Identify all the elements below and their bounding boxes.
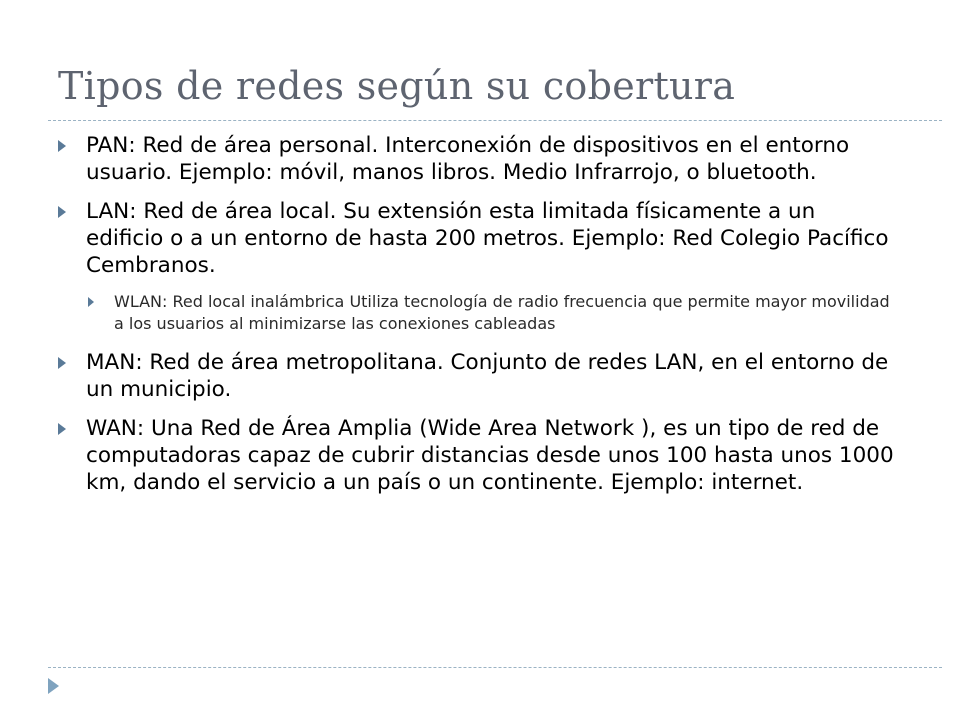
triangle-bullet-icon — [58, 357, 66, 369]
list-subitem-wlan — [88, 291, 898, 335]
list-item-text: WAN: Una Red de Área Amplia (Wide Area Network ), es un tipo de red de computadoras capaz de cubrir distancias desde unos 100 hasta unos 1000 km, dando el servicio a un país o un continente. Ejemplo: internet. — [86, 416, 894, 495]
list-item-text: LAN: Red de área local. Su extensión esta limitada físicamente a un edificio o a un entorno de hasta 200 metros. Ejemplo: Red Colegio Pacífico Cembranos. — [86, 199, 889, 278]
list-item-lan — [58, 198, 898, 279]
list-item-text: WLAN: Red local inalámbrica Utiliza tecnología de radio frecuencia que permite mayor movilidad a los usuarios al minimizarse las conexiones cableadas — [114, 292, 890, 333]
list-item-text: MAN: Red de área metropolitana. Conjunto de redes LAN, en el entorno de un municipio. — [86, 350, 889, 402]
triangle-bullet-icon — [58, 206, 66, 218]
list-item-man — [58, 349, 898, 403]
list-item-pan — [58, 132, 898, 186]
triangle-bullet-icon — [58, 140, 66, 152]
title-divider — [48, 120, 942, 121]
slide-title: Tipos de redes según su cobertura — [58, 64, 736, 108]
triangle-bullet-icon — [88, 297, 94, 307]
footer-divider — [48, 667, 942, 668]
corner-triangle-icon — [48, 678, 59, 694]
list-item-text: PAN: Red de área personal. Interconexión de dispositivos en el entorno usuario. Ejemplo: móvil, manos libros. Medio Infrarrojo, o bluetooth. — [86, 133, 850, 185]
triangle-bullet-icon — [58, 423, 66, 435]
list-item-wan — [58, 415, 898, 496]
bullet-list — [58, 132, 898, 508]
